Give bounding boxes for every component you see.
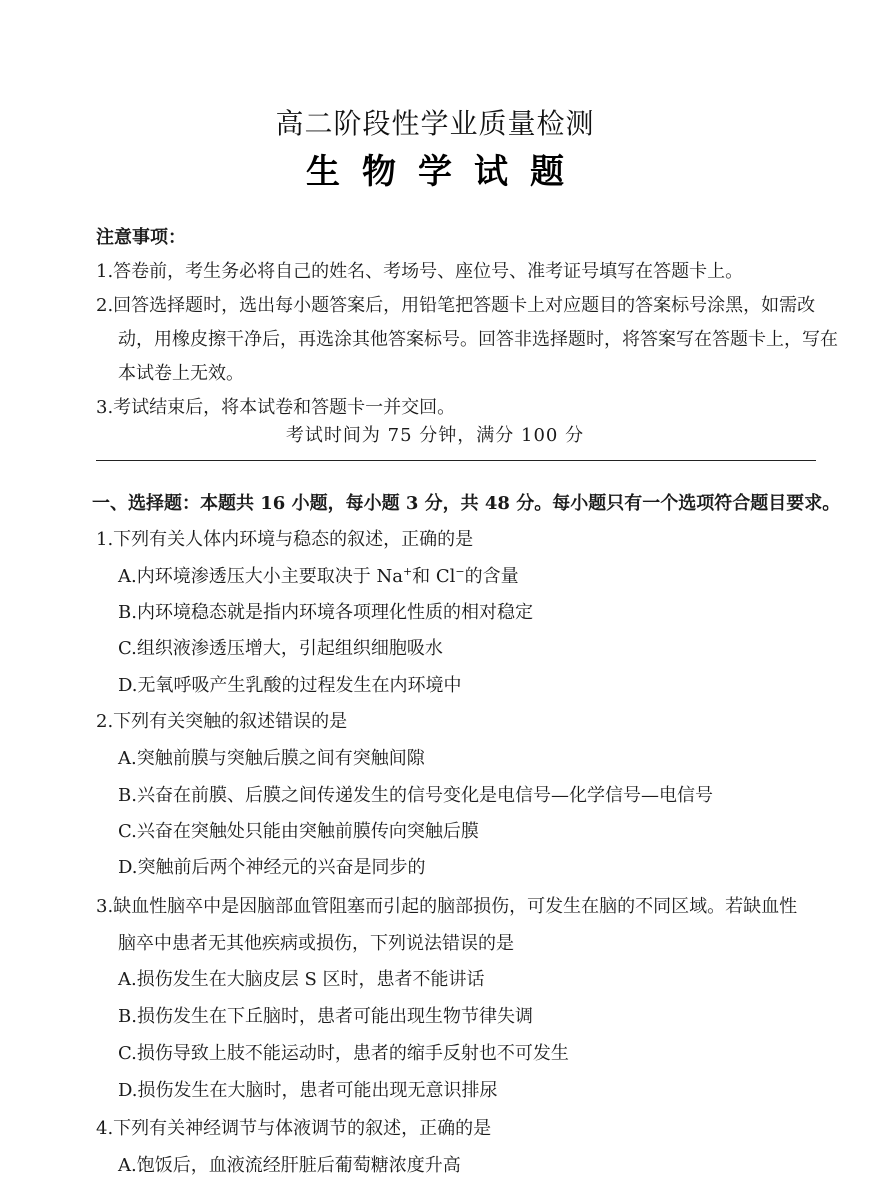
section-heading: 一、选择题：本题共 16 小题，每小题 3 分，共 48 分。每小题只有一个选项符合题目要求。 (92, 493, 841, 514)
option-c: C.组织液渗透压增大，引起组织细胞吸水 (118, 638, 443, 659)
option-b: B.损伤发生在下丘脑时，患者可能出现生物节律失调 (118, 1006, 533, 1027)
notes-heading: 注意事项： (96, 227, 186, 248)
option-a: A.饱饭后，血液流经肝脏后葡萄糖浓度升高 (118, 1155, 461, 1176)
option-a: A.内环境渗透压大小主要取决于 Na+和 Cl−的含量 (118, 565, 519, 587)
question-stem: 4.下列有关神经调节与体液调节的叙述，正确的是 (96, 1118, 492, 1139)
time-info: 考试时间为 75 分钟，满分 100 分 (285, 425, 585, 446)
question-stem: 1.下列有关人体内环境与稳态的叙述，正确的是 (96, 529, 474, 550)
option-d: D.突触前后两个神经元的兴奋是同步的 (118, 857, 426, 878)
option-c: C.兴奋在突触处只能由突触前膜传向突触后膜 (118, 821, 479, 842)
subject-title: 生物学试题 (306, 152, 586, 192)
question-stem-cont: 脑卒中患者无其他疾病或损伤，下列说法错误的是 (118, 933, 514, 954)
question-stem: 3.缺血性脑卒中是因脑部血管阻塞而引起的脑部损伤，可发生在脑的不同区域。若缺血性 (96, 896, 798, 917)
question-stem: 2.下列有关突触的叙述错误的是 (96, 711, 348, 732)
option-d: D.损伤发生在大脑时，患者可能出现无意识排尿 (118, 1080, 498, 1101)
option-a: A.突触前膜与突触后膜之间有突触间隙 (118, 748, 425, 769)
option-a: A.损伤发生在大脑皮层 S 区时，患者不能讲话 (118, 969, 485, 990)
divider (96, 460, 816, 461)
note-item: 2.回答选择题时，选出每小题答案后，用铅笔把答题卡上对应题目的答案标号涂黑，如需改 (96, 295, 816, 316)
note-item: 3.考试结束后，将本试卷和答题卡一并交回。 (96, 397, 456, 418)
option-b: B.兴奋在前膜、后膜之间传递发生的信号变化是电信号—化学信号—电信号 (118, 785, 713, 806)
option-d: D.无氧呼吸产生乳酸的过程发生在内环境中 (118, 675, 462, 696)
note-item: 1.答卷前，考生务必将自己的姓名、考场号、座位号、准考证号填写在答题卡上。 (96, 261, 744, 282)
option-c: C.损伤导致上肢不能运动时，患者的缩手反射也不可发生 (118, 1043, 569, 1064)
option-b: B.内环境稳态就是指内环境各项理化性质的相对稳定 (118, 602, 533, 623)
note-item: 动，用橡皮擦干净后，再选涂其他答案标号。回答非选择题时，将答案写在答题卡上，写在 (118, 329, 838, 350)
exam-title: 高二阶段性学业质量检测 (275, 107, 595, 140)
note-item: 本试卷上无效。 (118, 363, 244, 384)
